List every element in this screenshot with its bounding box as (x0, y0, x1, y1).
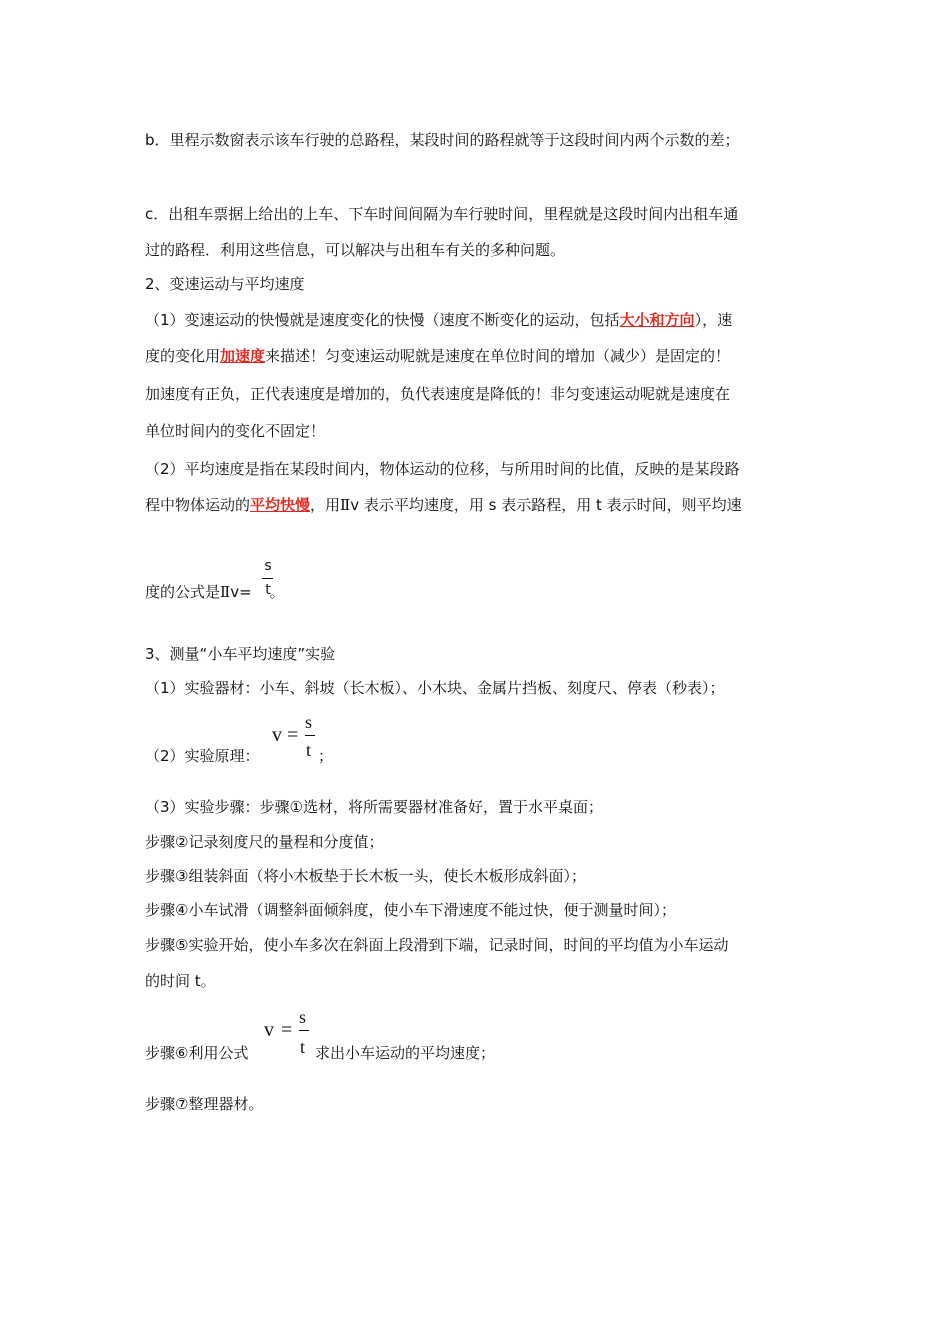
text: （1）变速运动的快慢就是速度变化的快慢（速度不断变化的运动，包括 (145, 311, 620, 329)
highlight-size-direction: 大小和方向 (619, 311, 695, 329)
para-2-line1: （2）平均速度是指在某段时间内，物体运动的位移，与所用时间的比值，反映的是某段路 (145, 460, 740, 478)
overline-glyph: Ⅱ (220, 585, 231, 601)
para-1-line4: 单位时间内的变化不固定！ (145, 422, 326, 440)
principle-end: ； (318, 747, 334, 765)
step-6-start: 步骤⑥利用公式 (145, 1044, 249, 1062)
para-1-line2 (145, 346, 730, 366)
step-6-end: 求出小车运动的平均速度； (315, 1044, 496, 1062)
formula-v: v (272, 724, 282, 746)
text: v= (230, 583, 252, 601)
fraction-bar (262, 578, 273, 579)
formula-denominator: t (300, 1037, 306, 1057)
materials-line: （1）实验器材：小车、斜坡（长木板）、小木块、金属片挡板、刻度尺、停表（秒表）； (145, 679, 725, 697)
text: 度的变化用 (145, 347, 221, 365)
text: 。 (269, 583, 285, 601)
principle-line: （2）实验原理： (145, 747, 260, 765)
formula-numerator: s (305, 712, 313, 732)
highlight-acceleration: 加速度 (220, 347, 266, 365)
section-3-title: 3、测量“小车平均速度”实验 (145, 645, 336, 663)
text: ，用 (310, 496, 341, 514)
step-5-line1: 步骤⑤实验开始，使小车多次在斜面上段滑到下端，记录时间，时间的平均值为小车运动 (145, 936, 729, 954)
para-c-line2: 过的路程．利用这些信息，可以解决与出租车有关的多种问题。 (145, 241, 566, 259)
text: ），速 (694, 311, 733, 329)
text: v 表示平均速度，用 s 表示路程，用 t 表示时间，则平均速 (350, 496, 742, 514)
step-5-line2: 的时间 t。 (145, 972, 216, 990)
formula-v: v (264, 1019, 274, 1041)
text: 来描述！匀变速运动呢就是速度在单位时间的增加（减少）是固定的！ (265, 347, 731, 365)
para-1-line3: 加速度有正负，正代表速度是增加的，负代表速度是降低的！非匀变速运动呢就是速度在 (145, 385, 731, 403)
formula-denominator: t (306, 740, 312, 760)
formula-numerator: s (299, 1007, 307, 1027)
steps-line: （3）实验步骤：步骤①选材，将所需要器材准备好，置于水平桌面； (145, 798, 603, 816)
step-2: 步骤②记录刻度尺的量程和分度值； (145, 833, 384, 851)
fraction-denominator: t (265, 582, 271, 598)
fraction-numerator: s (264, 558, 272, 574)
text: 度的公式是 (145, 583, 221, 601)
section-2-title: 2、变速运动与平均速度 (145, 275, 305, 293)
step-3: 步骤③组装斜面（将小木板垫于长木板一头，使长木板形成斜面）； (145, 867, 586, 885)
formula-equals: = (287, 724, 299, 746)
para-c-line1: c．出租车票据上给出的上车、下车时间间隔为车行驶时间，里程就是这段时间内出租车通 (145, 205, 739, 223)
para-1-line1 (145, 310, 732, 330)
step-7: 步骤⑦整理器材。 (145, 1095, 264, 1113)
formula-equals: = (281, 1019, 293, 1041)
formula-bar (299, 1030, 309, 1031)
step-4: 步骤④小车试滑（调整斜面倾斜度，使小车下滑速度不能过快，便于测量时间）； (145, 901, 676, 919)
overline-glyph: Ⅱ (340, 498, 351, 514)
para-2-line2 (145, 495, 742, 516)
para-b: b．里程示数窗表示该车行驶的总路程，某段时间的路程就等于这段时间内两个示数的差； (145, 131, 740, 149)
text: 程中物体运动的 (145, 496, 251, 514)
formula-bar (305, 735, 315, 736)
highlight-average-speed: 平均快慢 (250, 496, 311, 514)
